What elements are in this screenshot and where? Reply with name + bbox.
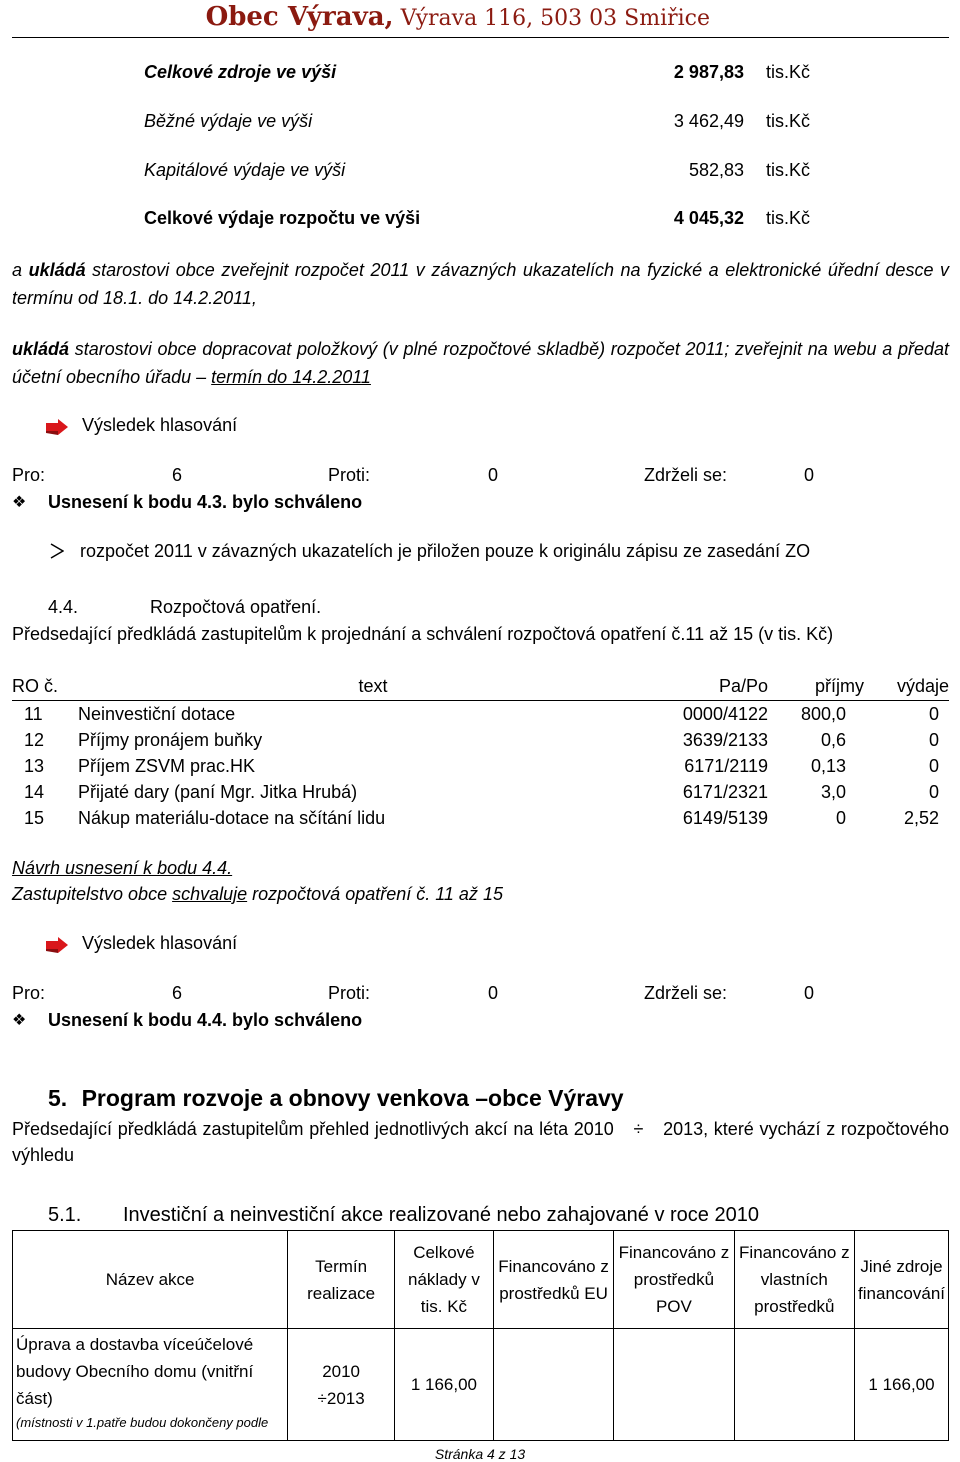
- cell: 11: [24, 703, 43, 724]
- cell: 800,0: [800, 703, 846, 724]
- pov-cell: [614, 1329, 734, 1441]
- cell: 0: [835, 807, 846, 828]
- cell: 0000/4122: [682, 703, 768, 724]
- para2-verb: ukládá: [12, 339, 70, 359]
- section5-intro-a: Předsedající předkládá zastupitelům přehled jednotlivých akcí na léta 2010: [12, 1119, 614, 1139]
- proposal-title: Návrh usnesení k bodu 4.4.: [12, 858, 233, 878]
- section5-intro: [12, 1116, 949, 1168]
- pro-label: Pro:: [12, 983, 46, 1003]
- col-text: text: [78, 674, 668, 701]
- proposal-text-b: rozpočtová opatření č. 11 až 15: [247, 884, 503, 904]
- header-cell: Název akce: [13, 1231, 288, 1329]
- cell: 0,6: [820, 729, 846, 750]
- header-address: Výrava 116, 503 03 Smiřice: [393, 6, 710, 31]
- zdrzeli-label: Zdrželi se:: [644, 465, 728, 485]
- proti-label: Proti:: [328, 465, 371, 485]
- term-cell: [288, 1329, 395, 1441]
- summary-row: [144, 160, 824, 186]
- resolution-paragraph-publish: [12, 256, 949, 312]
- cell: 14: [24, 781, 45, 802]
- pro-label: Pro:: [12, 465, 46, 485]
- proposal-text-a: Zastupitelstvo obce: [12, 884, 173, 904]
- section5-number: 5.: [48, 1085, 68, 1111]
- investment-actions-table: [12, 1230, 949, 1441]
- own-cell: [734, 1329, 854, 1441]
- table-header-row: [12, 674, 949, 701]
- cell: 6171/2321: [682, 781, 768, 802]
- summary-row: [144, 111, 824, 137]
- header-cell: Celkové náklady v tis. Kč: [395, 1231, 494, 1329]
- cell: 0: [928, 703, 939, 724]
- summary-amount: 582,83: [688, 160, 744, 180]
- table-row: [12, 779, 949, 805]
- proposal-text: [12, 884, 503, 905]
- cell: 13: [24, 755, 45, 776]
- action-note: (místnosti v 1.patře budou dokončeny podle: [16, 1415, 269, 1430]
- arrowhead-bullet-icon: [50, 543, 64, 559]
- resolution-result: Usnesení k bodu 4.3. bylo schváleno: [48, 492, 363, 512]
- cell: Přijaté dary (paní Mgr. Jitka Hrubá): [78, 781, 358, 802]
- col-vydaje: výdaje: [864, 674, 949, 701]
- proti-value: 0: [488, 983, 499, 1003]
- section-intro: Předsedající předkládá zastupitelům k projednání a schválení rozpočtová opatření č.11 až 15 (v tis. Kč): [12, 624, 834, 644]
- section5-heading: [48, 1085, 624, 1112]
- action-name-cell: [13, 1329, 288, 1441]
- cell: 0: [928, 729, 939, 750]
- header-rule: [12, 37, 949, 38]
- para1-verb: ukládá: [28, 260, 86, 280]
- header-cell: Financováno z prostředků EU: [493, 1231, 613, 1329]
- summary-amount: 3 462,49: [673, 111, 744, 131]
- action-name: Úprava a dostavba víceúčelové budovy Obecního domu (vnitřní část): [16, 1335, 254, 1408]
- other-cell: 1 166,00: [855, 1329, 949, 1441]
- page-header: [0, 2, 960, 32]
- page-footer: Stránka 4 z 13: [434, 1446, 526, 1462]
- cell: 0: [928, 755, 939, 776]
- division-sign-icon: ÷: [633, 1119, 644, 1139]
- summary-row: [144, 62, 824, 88]
- cell: Nákup materiálu-dotace na sčítání lidu: [78, 807, 386, 828]
- cell: 2,52: [903, 807, 939, 828]
- summary-unit: tis.Kč: [766, 111, 811, 131]
- summary-label: Celkové výdaje rozpočtu ve výši: [144, 208, 421, 228]
- eu-cell: [493, 1329, 613, 1441]
- zdrzeli-value: 0: [804, 465, 815, 485]
- resolution-paragraph-finalize: [12, 335, 949, 391]
- zdrzeli-value: 0: [804, 983, 815, 1003]
- cell: Neinvestiční dotace: [78, 703, 236, 724]
- para2-deadline: termín do 14.2.2011: [211, 367, 371, 387]
- section-title: Rozpočtová opatření.: [150, 597, 322, 617]
- cell: 3639/2133: [682, 729, 768, 750]
- section51-title: Investiční a neinvestiční akce realizované nebo zahajované v roce 2010: [123, 1204, 759, 1226]
- vote-result-title: Výsledek hlasování: [82, 933, 238, 953]
- summary-unit: tis.Kč: [766, 160, 811, 180]
- cell: 15: [24, 807, 45, 828]
- para1-prefix: a: [12, 260, 29, 280]
- header-municipality: Obec Výrava,: [205, 2, 394, 32]
- vote-counts: [12, 465, 832, 489]
- table-header-row: [13, 1231, 949, 1329]
- para2-text: starostovi obce dopracovat položkový (v plné rozpočtové skladbě) rozpočet 2011; zveřejnit na webu a předat účetní obecního úřadu –: [12, 339, 949, 387]
- summary-row: [144, 208, 824, 234]
- section-number: 4.4.: [48, 597, 79, 617]
- pro-value: 6: [172, 983, 183, 1003]
- cell: Příjmy pronájem buňky: [78, 729, 263, 750]
- para1-text: starostovi obce zveřejnit rozpočet 2011 v závazných ukazatelích na fyzické a elektronické úřední desce v termínu od 18.1. do 14.2.2011,: [12, 260, 950, 308]
- table-row: [12, 701, 949, 728]
- vote-result-title: Výsledek hlasování: [82, 415, 238, 435]
- cell: 12: [24, 729, 45, 750]
- summary-label: Běžné výdaje ve výši: [144, 111, 313, 131]
- table-row: [13, 1329, 949, 1441]
- summary-amount: 2 987,83: [673, 62, 744, 82]
- diamond-bullet-icon: ❖: [12, 494, 27, 511]
- summary-label: Celkové zdroje ve výši: [144, 62, 337, 82]
- zdrzeli-label: Zdrželi se:: [644, 983, 728, 1003]
- cost-cell: 1 166,00: [395, 1329, 494, 1441]
- budget-note: rozpočet 2011 v závazných ukazatelích je přiložen pouze k originálu zápisu ze zasedání ZO: [80, 541, 811, 561]
- col-prijmy: příjmy: [768, 674, 864, 701]
- division-sign-icon: ÷: [317, 1388, 327, 1408]
- diamond-bullet-icon: ❖: [12, 1012, 27, 1029]
- section51-number: 5.1.: [48, 1204, 82, 1226]
- table-row: [12, 753, 949, 779]
- term-end-line: [291, 1385, 391, 1412]
- cell: 6171/2119: [684, 755, 768, 776]
- term-start: 2010: [322, 1361, 361, 1381]
- cell: 0,13: [810, 755, 846, 776]
- cell: 0: [928, 781, 939, 802]
- red-arrow-icon: [46, 419, 68, 435]
- section5-title: Program rozvoje a obnovy venkova –obce Výravy: [81, 1085, 624, 1111]
- term-end: 2013: [326, 1388, 365, 1408]
- pro-value: 6: [172, 465, 183, 485]
- header-cell: Jiné zdroje financování: [855, 1231, 949, 1329]
- proti-label: Proti:: [328, 983, 371, 1003]
- header-cell: Financováno z prostředků POV: [614, 1231, 734, 1329]
- proti-value: 0: [488, 465, 499, 485]
- col-ro: RO č.: [12, 674, 78, 701]
- summary-unit: tis.Kč: [766, 62, 811, 82]
- cell: Příjem ZSVM prac.HK: [78, 755, 256, 776]
- proposal-verb: schvaluje: [172, 884, 248, 904]
- cell: 6149/5139: [682, 807, 768, 828]
- header-cell: Financováno z vlastních prostředků: [734, 1231, 854, 1329]
- red-arrow-icon: [46, 937, 68, 953]
- cell: 3,0: [820, 781, 846, 802]
- vote-counts: [12, 983, 832, 1007]
- budget-measures-table: [12, 674, 949, 831]
- table-row: [12, 805, 949, 831]
- resolution-result: Usnesení k bodu 4.4. bylo schváleno: [48, 1010, 363, 1030]
- table-row: [12, 727, 949, 753]
- col-pa-po: Pa/Po: [668, 674, 768, 701]
- summary-unit: tis.Kč: [766, 208, 811, 228]
- header-cell: Termín realizace: [288, 1231, 395, 1329]
- action-note-text: místnosti v 1.patře budou dokončeny podle: [20, 1415, 269, 1430]
- summary-label: Kapitálové výdaje ve výši: [144, 160, 346, 180]
- summary-amount: 4 045,32: [673, 208, 744, 228]
- section5-intro-b: 2013, které vychází z rozpočtového výhledu: [12, 1119, 949, 1165]
